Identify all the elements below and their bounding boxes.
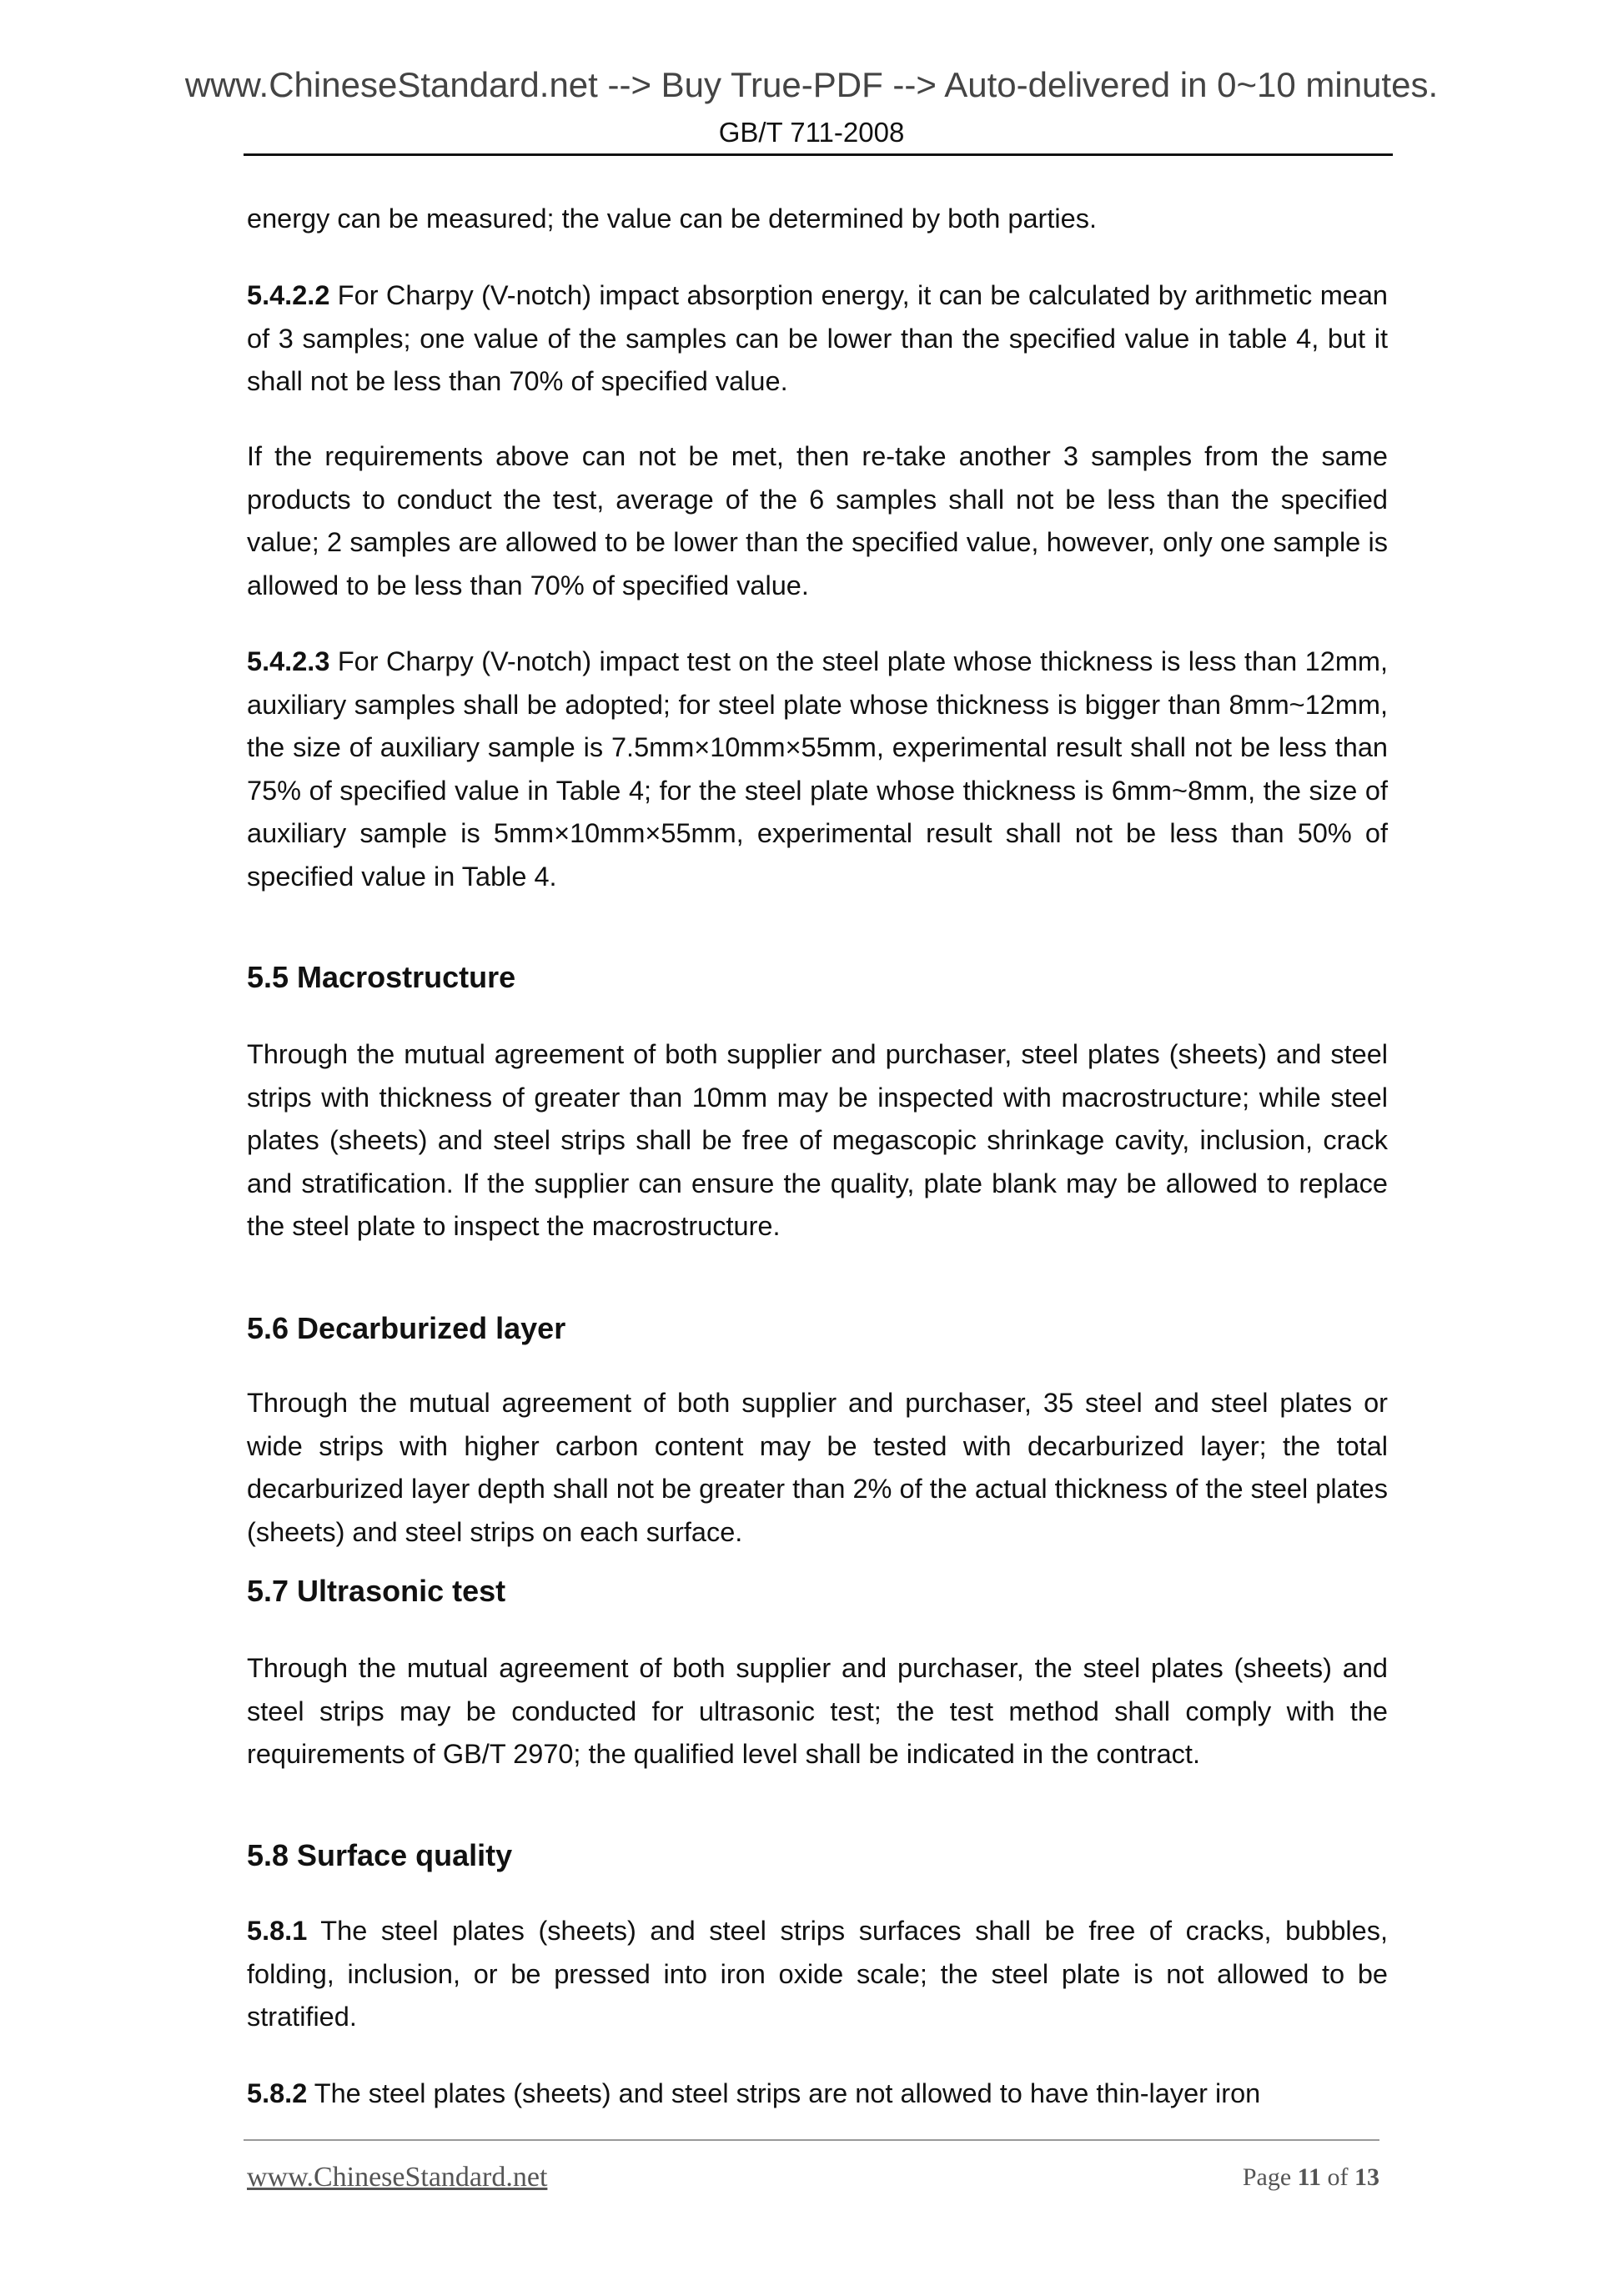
clause-5-8-1 [247, 1910, 1388, 2039]
clause-number: 5.4.2.2 [247, 280, 330, 310]
clause-text: The steel plates (sheets) and steel strips are not allowed to have thin-layer iron [307, 2078, 1261, 2108]
page-number [1243, 2163, 1379, 2192]
current-page: 11 [1297, 2163, 1321, 2191]
section-heading-5-6: 5.6 Decarburized layer [247, 1311, 566, 1345]
footer-divider [244, 2139, 1379, 2141]
clause-number: 5.8.1 [247, 1916, 308, 1946]
total-pages: 13 [1354, 2163, 1379, 2191]
clause-text: For Charpy (V-notch) impact absorption energy, it can be calculated by arithmetic mean of 3 samples; one value of the samples can be lower than the specified value in table 4, but it shall not be less than 70% of specified value. [247, 280, 1388, 396]
paragraph: Through the mutual agreement of both supplier and purchaser, the steel plates (sheets) and steel strips may be conducted for ultrasonic test; the test method shall comply with the requirements of GB/T 2970; the qualified level shall be indicated in the contract. [247, 1653, 1388, 1769]
page-of: of [1321, 2163, 1354, 2191]
header-divider [244, 153, 1393, 156]
paragraph: Through the mutual agreement of both supplier and purchaser, 35 steel and steel plates or wide strips with higher carbon content may be tested with decarburized layer; the total decarburized layer depth shall not be greater than 2% of the actual thickness of the steel plates (sheets) and steel strips on each surface. [247, 1388, 1388, 1547]
section-heading-5-8: 5.8 Surface quality [247, 1838, 513, 1872]
clause-5-4-2-3 [247, 641, 1388, 898]
paragraph: energy can be measured; the value can be determined by both parties. [247, 203, 1097, 234]
clause-number: 5.4.2.3 [247, 646, 330, 676]
section-heading-5-5: 5.5 Macrostructure [247, 960, 516, 994]
section-heading-5-7: 5.7 Ultrasonic test [247, 1574, 506, 1608]
clause-text: The steel plates (sheets) and steel strips surfaces shall be free of cracks, bubbles, folding, inclusion, or be pressed into iron oxide scale; the steel plate is not allowed to be stratified. [247, 1916, 1388, 2032]
clause-text: For Charpy (V-notch) impact test on the steel plate whose thickness is less than 12mm, auxiliary samples shall be adopted; for steel plate whose thickness is bigger than 8mm~12mm, the size of auxiliary sample is 7.5mm×10mm×55mm, experimental result shall not be less than 75% of specified value in Table 4; for the steel plate whose thickness is 6mm~8mm, the size of auxiliary sample is 5mm×10mm×55mm, experimental result shall not be less than 50% of specified value in Table 4. [247, 646, 1388, 892]
page-label: Page [1242, 2163, 1298, 2191]
clause-5-8-2 [247, 2072, 1388, 2116]
clause-number: 5.8.2 [247, 2078, 308, 2108]
paragraph: If the requirements above can not be met, then re-take another 3 samples from the same products to conduct the test, average of the 6 samples shall not be less than the specified value; 2 samples are allowed to be lower than the specified value, however, only one sample is allowed to be less than 70% of specified value. [247, 441, 1388, 600]
footer-website-link[interactable]: www.ChineseStandard.net [247, 2162, 548, 2193]
clause-5-4-2-2 [247, 274, 1388, 404]
paragraph: Through the mutual agreement of both supplier and purchaser, steel plates (sheets) and steel strips with thickness of greater than 10mm may be inspected with macrostructure; while steel plates (sheets) and steel strips shall be free of megascopic shrinkage cavity, inclusion, crack and stratification. If the supplier can ensure the quality, plate blank may be allowed to replace the steel plate to inspect the macrostructure. [247, 1039, 1388, 1241]
header-banner: www.ChineseStandard.net --> Buy True-PDF --> Auto-delivered in 0~10 minutes. [184, 65, 1439, 104]
standard-number: GB/T 711-2008 [718, 117, 905, 148]
